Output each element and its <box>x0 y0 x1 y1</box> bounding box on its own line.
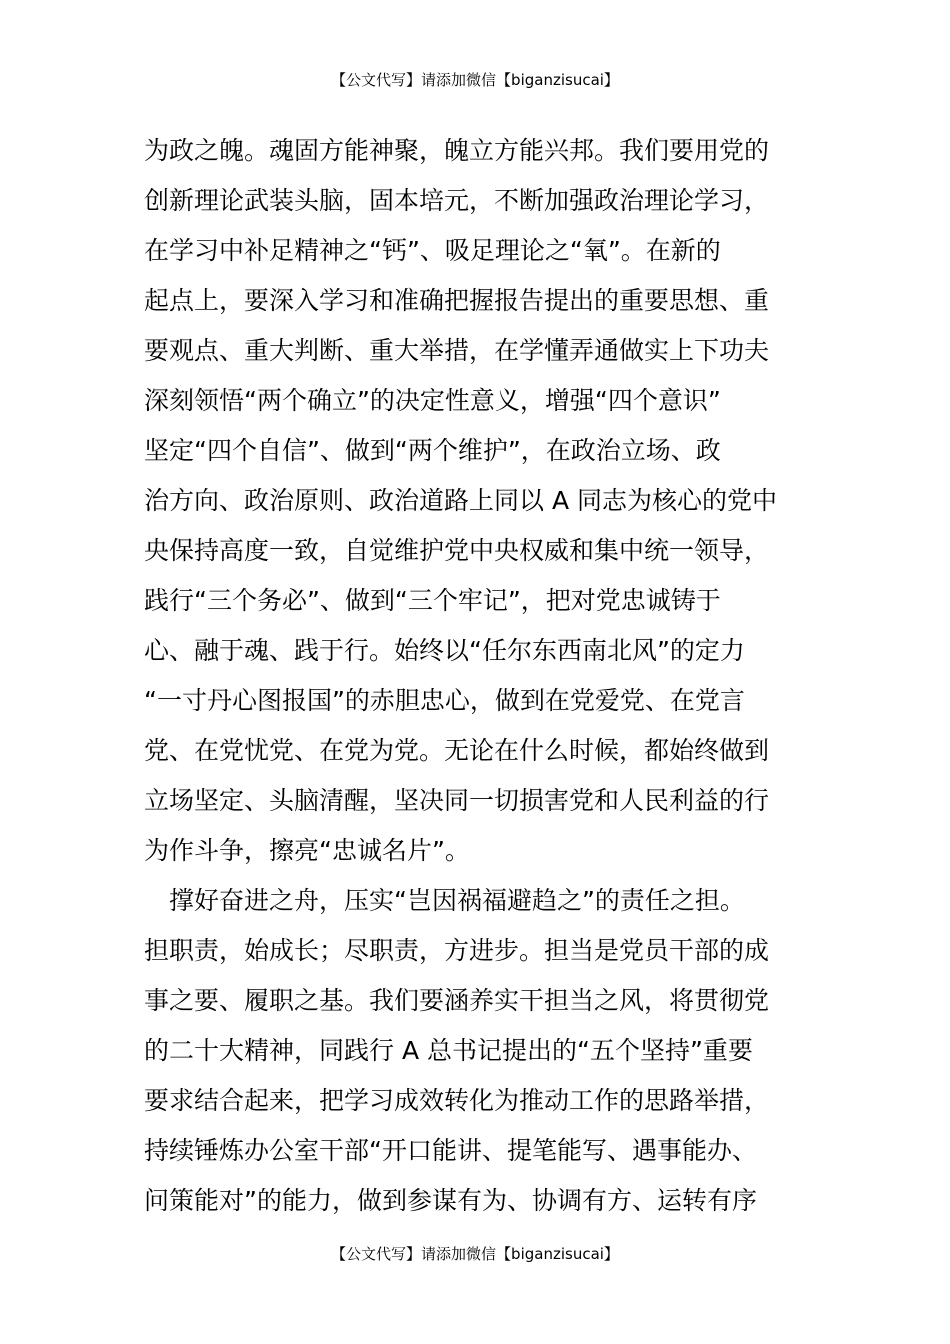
text-line: 持续锤炼办公室干部“开口能讲、提笔能写、遇事能办、 <box>144 1136 757 1165</box>
text-line: 事之要、履职之基。我们要涵养实干担当之风，将贯彻党 <box>144 986 770 1015</box>
text-line: 的二十大精神，同践行 A 总书记提出的“五个坚持”重要 <box>144 1036 753 1065</box>
text-line: 践行“三个务必”、做到“三个牢记”，把对党忠诚铸于 <box>144 586 721 615</box>
text-line: 为政之魄。魂固方能神聚，魄立方能兴邦。我们要用党的 <box>144 136 770 165</box>
text-line: 担职责，始成长；尽职责，方进步。担当是党员干部的成 <box>144 936 770 965</box>
text-line: 治方向、政治原则、政治道路上同以 A 同志为核心的党中 <box>144 486 777 515</box>
text-line: 创新理论武装头脑，固本培元，不断加强政治理论学习， <box>144 186 770 215</box>
text-line: 央保持高度一致，自觉维护党中央权威和集中统一领导， <box>144 536 770 565</box>
text-line: 问策能对”的能力，做到参谋有为、协调有方、运转有序 <box>144 1186 757 1215</box>
text-line: 在学习中补足精神之“钙”、吸足理论之“氧”。在新的 <box>144 236 721 265</box>
text-line: 为作斗争，擦亮“忠诚名片”。 <box>144 836 470 865</box>
text-line: 立场坚定、头脑清醒，坚决同一切损害党和人民利益的行 <box>144 786 770 815</box>
text-line: 心、融于魂、践于行。始终以“任尔东西南北风”的定力 <box>144 636 745 665</box>
text-line: 要求结合起来，把学习成效转化为推动工作的思路举措， <box>144 1086 770 1115</box>
text-line: “一寸丹心图报国”的赤胆忠心，做到在党爱党、在党言 <box>144 686 745 715</box>
paragraph-start-line: 撑好奋进之舟，压实“岂因祸福避趋之”的责任之担。 <box>144 886 745 915</box>
text-line: 坚定“四个自信”、做到“两个维护”，在政治立场、政 <box>144 436 721 465</box>
body-text <box>144 126 814 1226</box>
page-header: 【公文代写】请添加微信【biganzisucai】 <box>331 71 619 89</box>
text-line: 党、在党忧党、在党为党。无论在什么时候，都始终做到 <box>144 736 770 765</box>
text-line: 起点上，要深入学习和准确把握报告提出的重要思想、重 <box>144 286 770 315</box>
text-line: 深刻领悟“两个确立”的决定性意义，增强“四个意识” <box>144 386 721 415</box>
page-footer: 【公文代写】请添加微信【biganzisucai】 <box>331 1245 619 1263</box>
text-line: 要观点、重大判断、重大举措，在学懂弄通做实上下功夫 <box>144 336 770 365</box>
